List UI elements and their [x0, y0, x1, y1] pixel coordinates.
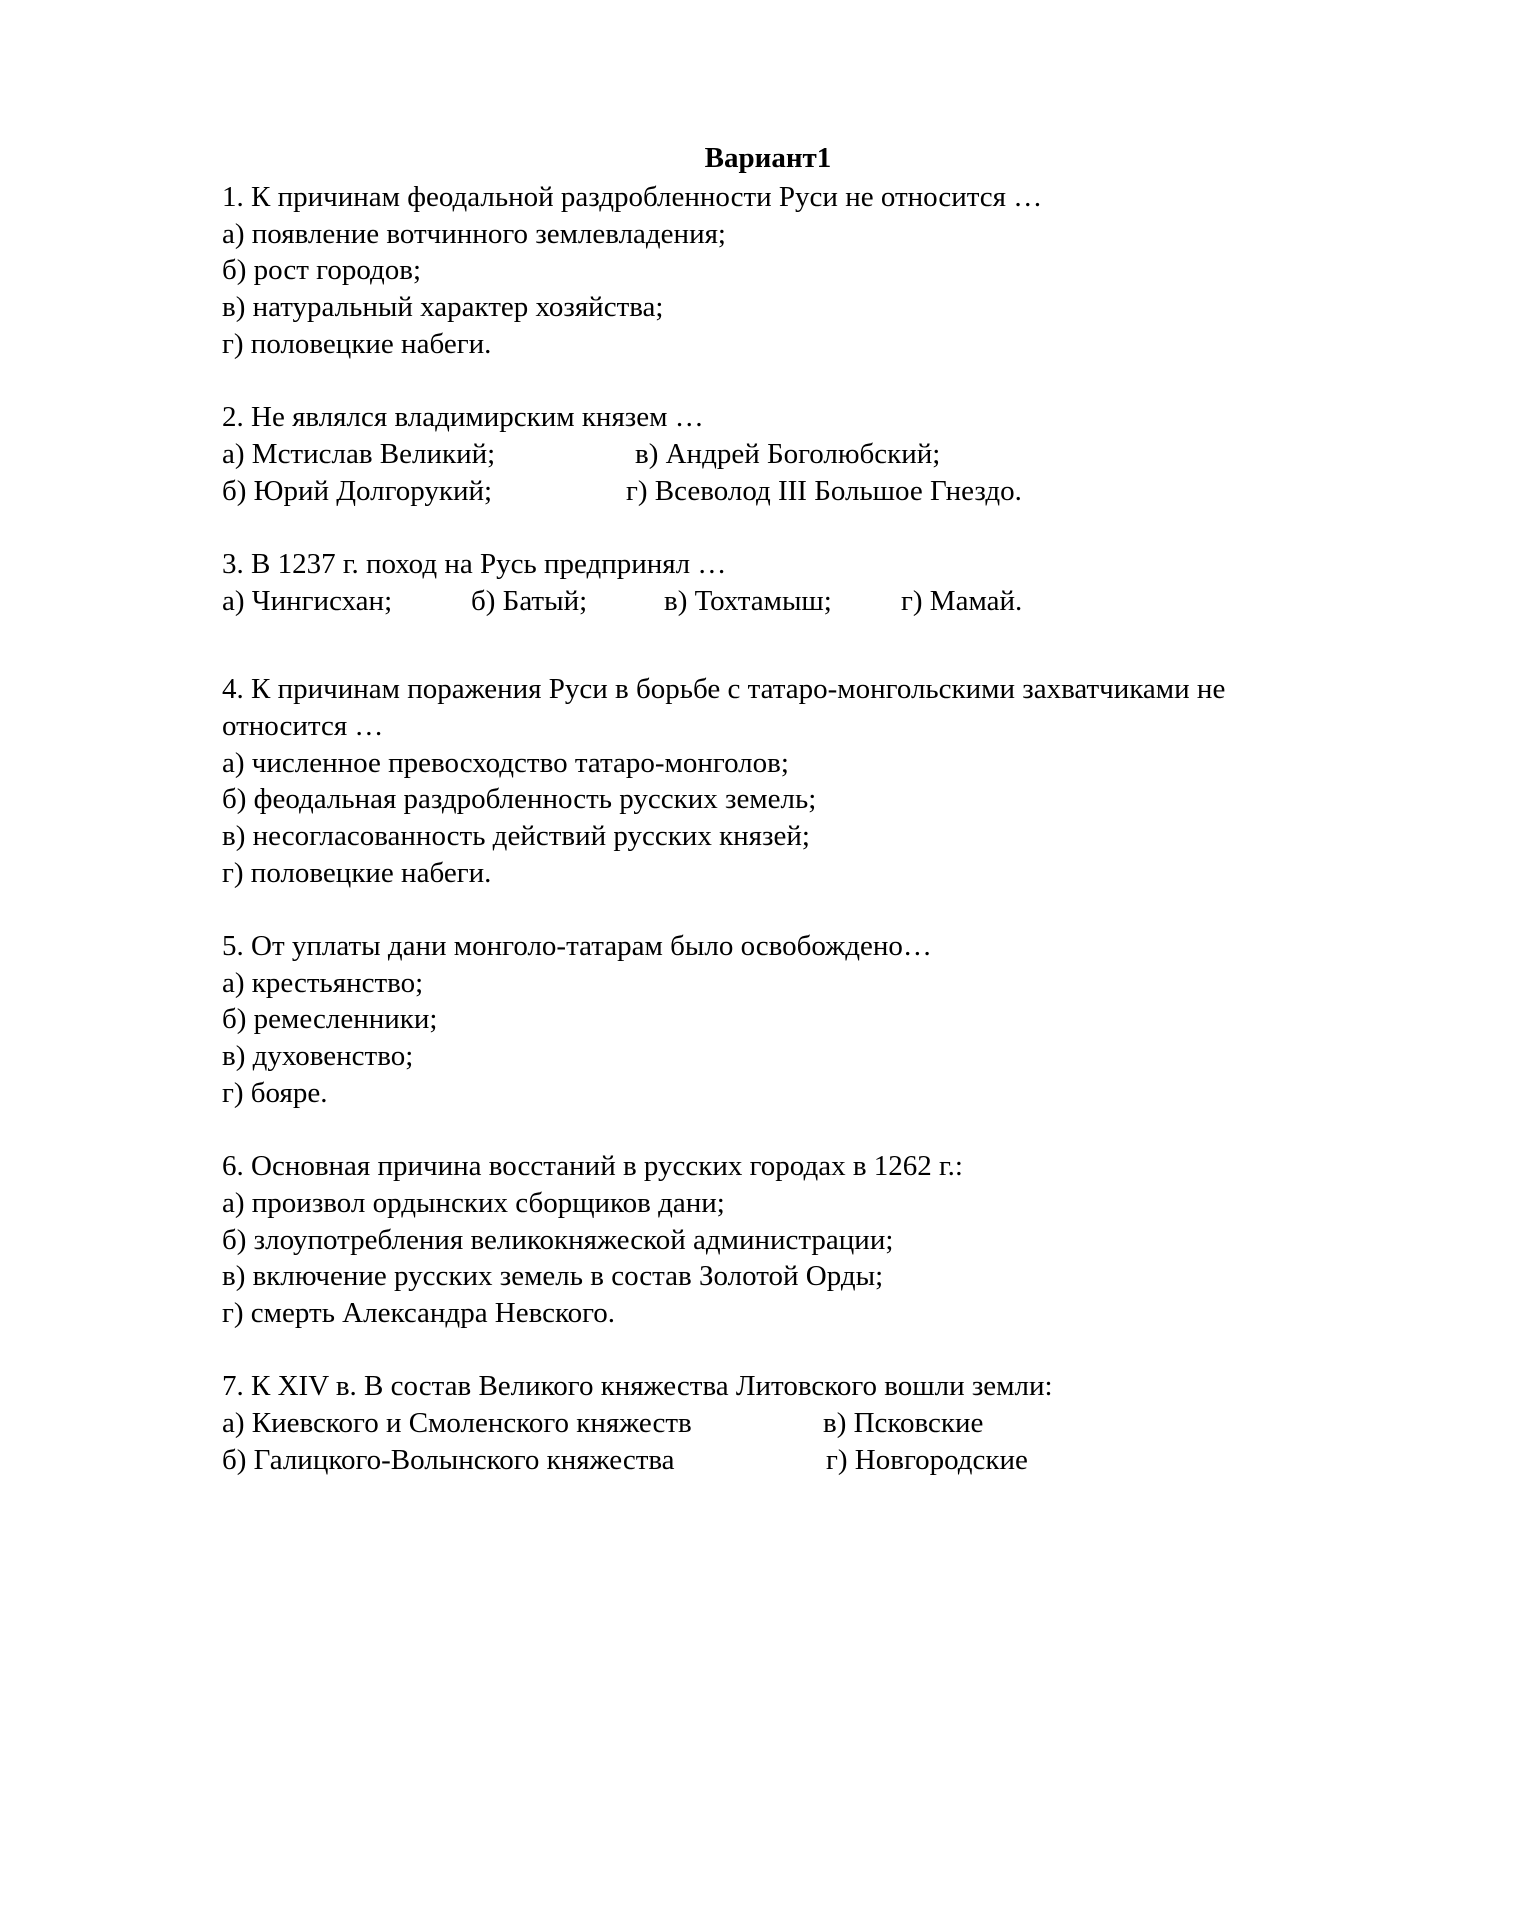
question-4	[222, 671, 1402, 891]
question-stem: 3. В 1237 г. поход на Русь предпринял …	[222, 547, 727, 580]
answer-option: б) феодальная раздробленность русских земель;	[222, 783, 817, 816]
question-3	[222, 546, 1402, 619]
answer-row	[222, 473, 1402, 510]
question-2	[222, 399, 1402, 509]
answer-row	[222, 1442, 1402, 1479]
answer-option: а) численное превосходство татаро-монголов;	[222, 746, 789, 779]
answer-option: а) появление вотчинного землевладения;	[222, 217, 726, 250]
question-stem: 1. К причинам феодальной раздробленности Руси не относится …	[222, 181, 1043, 213]
answer-option: а) Чингисхан;	[222, 584, 393, 617]
question-5	[222, 928, 1402, 1111]
answer-row	[222, 436, 1402, 473]
answer-option: б) Галицкого-Волынского княжества	[222, 1443, 675, 1476]
answer-row	[222, 1405, 1402, 1442]
answer-row	[222, 583, 1402, 620]
answer-option: в) несогласованность действий русских князей;	[222, 820, 810, 852]
answer-option: в) Тохтамыш;	[664, 584, 832, 617]
answer-option: г) половецкие набеги.	[222, 327, 492, 360]
answer-option: в) духовенство;	[222, 1040, 414, 1073]
answer-option: в) натуральный характер хозяйства;	[222, 291, 664, 324]
answer-option: г) бояре.	[222, 1076, 328, 1109]
question-6	[222, 1148, 1402, 1331]
spacer	[222, 619, 1402, 671]
answer-option: г) половецкие набеги.	[222, 856, 492, 889]
answer-option: б) Юрий Долгорукий;	[222, 474, 493, 507]
answer-option: а) крестьянство;	[222, 966, 424, 999]
question-stem: 2. Не являлся владимирским князем …	[222, 401, 704, 434]
spacer	[222, 891, 1402, 928]
answer-option: б) ремесленники;	[222, 1003, 438, 1036]
answer-option: г) Всеволод III Большое Гнездо.	[626, 474, 1022, 507]
question-stem: 4. К причинам поражения Руси в борьбе с татаро-монгольскими захватчиками не	[222, 673, 1226, 706]
answer-option: б) злоупотребления великокняжеской администрации;	[222, 1223, 894, 1256]
answer-option: г) Мамай.	[901, 584, 1023, 617]
question-stem: 6. Основная причина восстаний в русских городах в 1262 г.:	[222, 1150, 963, 1183]
question-stem: 5. От уплаты дани монголо-татарам было освобождено…	[222, 930, 932, 963]
answer-option: в) включение русских земель в состав Золотой Орды;	[222, 1260, 884, 1293]
document-title: Вариант1	[704, 142, 832, 174]
answer-option: б) Батый;	[471, 584, 588, 617]
answer-option: б) рост городов;	[222, 254, 422, 287]
question-stem: 7. К XIV в. В состав Великого княжества Литовского вошли земли:	[222, 1370, 1053, 1403]
question-7	[222, 1368, 1402, 1478]
answer-option: в) Андрей Боголюбский;	[635, 437, 941, 470]
answer-option: г) смерть Александра Невского.	[222, 1296, 616, 1329]
question-stem-continued: относится …	[222, 709, 384, 742]
answer-option: а) Киевского и Смоленского княжеств	[222, 1407, 692, 1439]
document-body	[222, 179, 1402, 1478]
spacer	[222, 509, 1402, 546]
answer-option: г) Новгородские	[826, 1443, 1028, 1476]
answer-option: а) произвол ордынских сборщиков дани;	[222, 1186, 725, 1219]
spacer	[222, 362, 1402, 399]
answer-option: в) Псковские	[823, 1407, 984, 1439]
spacer	[222, 1112, 1402, 1149]
spacer	[222, 1332, 1402, 1369]
question-1	[222, 179, 1402, 362]
answer-option: а) Мстислав Великий;	[222, 437, 496, 470]
